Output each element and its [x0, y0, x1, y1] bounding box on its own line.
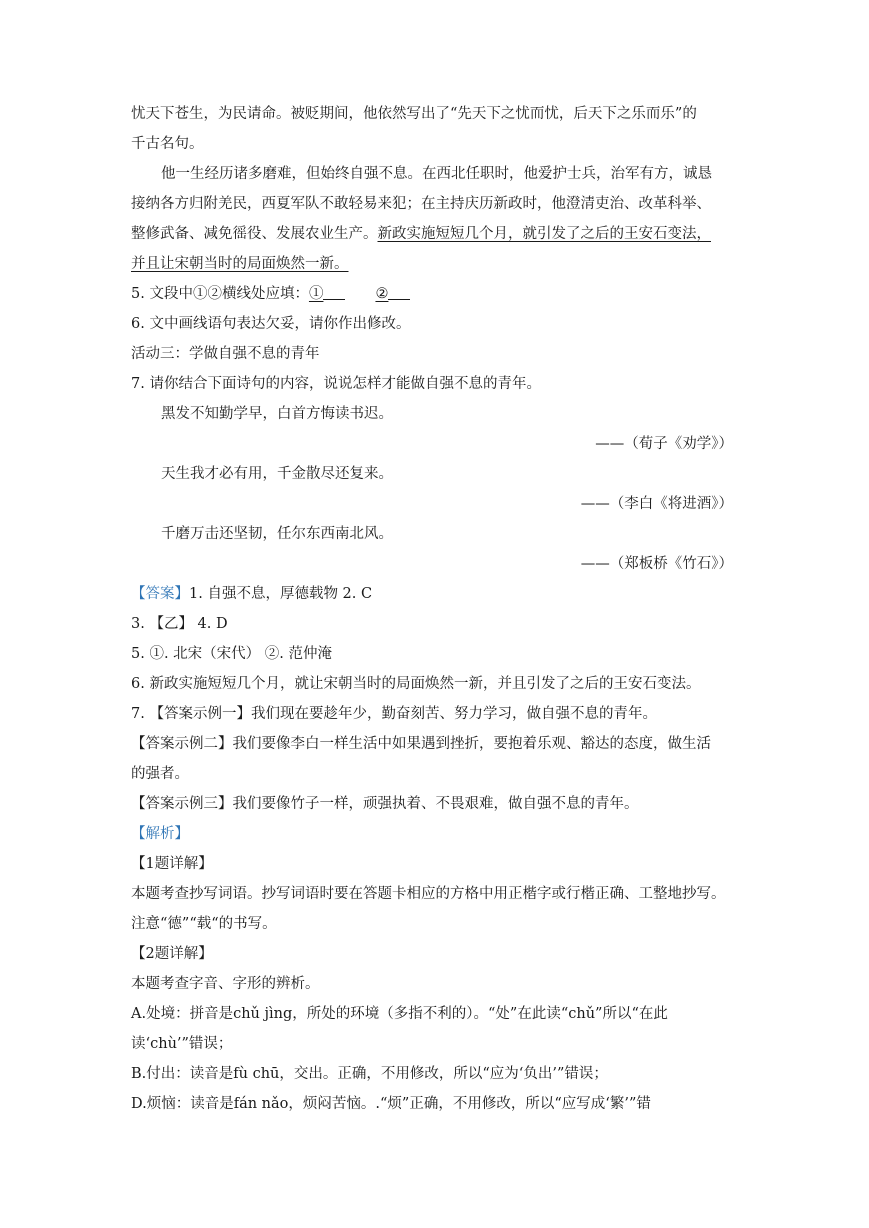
blank-2: ②	[375, 286, 389, 302]
section-heading: 【2题详解】	[131, 946, 213, 962]
section-heading: 【1题详解】	[131, 856, 213, 872]
text-line: 忧天下苍生，为民请命。被贬期间，他依然写出了“先天下之忧而忧，后天下之乐而乐”的	[131, 106, 697, 122]
text-line: D.烦恼：读音是fán nǎo，烦闷苦恼。.“烦”正确，不用修改，所以“应写成‘繁’”错	[131, 1096, 651, 1112]
answer-text: 1. 自强不息，厚德载物 2. C	[189, 586, 373, 602]
answer-line	[131, 584, 741, 604]
answer-line: 【答案示例二】我们要像李白一样生活中如果遇到挫折，要抱着乐观、豁达的态度，做生活	[131, 736, 711, 752]
text-line: 本题考查抄写词语。抄写词语时要在答题卡相应的方格中用正楷字或行楷正确、工整地抄写。	[131, 886, 726, 902]
poem-line: 千磨万击还坚韧，任尔东西南北风。	[161, 526, 393, 542]
poem-line: 黑发不知勤学早，白首方悔读书迟。	[161, 406, 393, 422]
plain-text: 整修武备、减免徭役、发展农业生产。	[131, 226, 378, 242]
poem-line: 天生我才必有用，千金散尽还复来。	[161, 466, 393, 482]
answer-line: 的强者。	[131, 766, 189, 782]
answer-line: 6. 新政实施短短几个月，就让宋朝当时的局面焕然一新，并且引发了之后的王安石变法。	[131, 676, 701, 692]
question-text: 5. 文段中①②横线处应填：	[131, 286, 309, 302]
answer-line: 7. 【答案示例一】我们现在要趁年少，勤奋刻苦、努力学习，做自强不息的青年。	[131, 706, 657, 722]
answer-label: 【答案】	[131, 586, 189, 602]
underlined-sentence: 新政实施短短几个月，就引发了之后的王安石变法，	[377, 226, 711, 242]
text-line: B.付出：读音是fù chū，交出。正确，不用修改，所以“应为‘负出’”错误；	[131, 1066, 608, 1082]
poem-source: ——（李白《将进酒》）	[580, 496, 733, 512]
underlined-sentence-cont	[131, 254, 741, 274]
answer-line: 5. ①. 北宋（宋代） ②. 范仲淹	[131, 646, 332, 662]
answer-line: 【答案示例三】我们要像竹子一样，顽强执着、不畏艰难，做自强不息的青年。	[131, 796, 639, 812]
blank-line	[388, 285, 410, 300]
question-7: 7. 请你结合下面诗句的内容，说说怎样才能做自强不息的青年。	[131, 376, 541, 392]
text-line: 他一生经历诸多磨难，但始终自强不息。在西北任职时，他爱护士兵，治军有方，诚恳	[161, 166, 712, 182]
blank-1: ①	[308, 286, 324, 302]
text-line	[131, 224, 741, 244]
activity-heading: 活动三：学做自强不息的青年	[131, 346, 320, 362]
text-line: A.处境：拼音是chǔ jìng，所处的环境（多指不利的）。“处”在此读“chǔ”所以“在此	[131, 1006, 668, 1022]
question-6: 6. 文中画线语句表达欠妥，请你作出修改。	[131, 316, 411, 332]
answer-line: 3. 【乙】 4. D	[131, 616, 228, 632]
text-line: 注意“德”“载“的书写。	[131, 916, 277, 932]
underlined-sentence: 并且让宋朝当时的局面焕然一新。	[131, 256, 349, 272]
text-line: 读‘chù’”错误；	[131, 1036, 233, 1052]
text-line: 千古名句。	[131, 136, 204, 152]
blank-line	[323, 285, 345, 300]
poem-source: ——（荀子《劝学》）	[595, 436, 733, 452]
text-line: 本题考查字音、字形的辨析。	[131, 976, 320, 992]
poem-source: ——（郑板桥《竹石》）	[580, 556, 733, 572]
analysis-label: 【解析】	[131, 826, 189, 842]
text-line: 接纳各方归附羌民，西夏军队不敢轻易来犯；在主持庆历新政时，他澄清吏治、改革科举、	[131, 196, 711, 212]
question-5	[131, 284, 741, 304]
